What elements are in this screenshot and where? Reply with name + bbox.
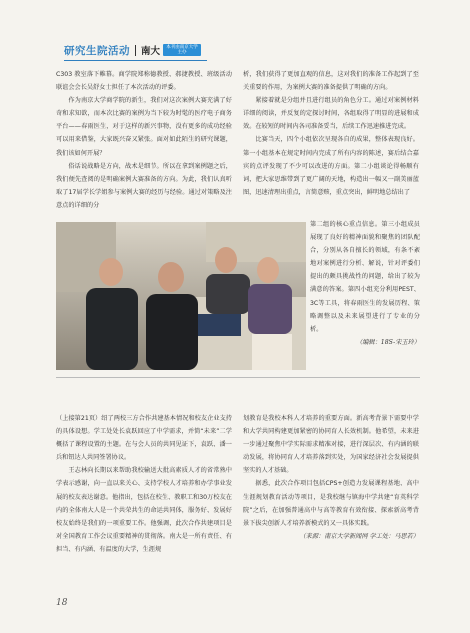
column-3 (56, 412, 232, 556)
paragraph: 俗话说战略是方向，战术是细节。所以在拿到案例题之后，我们便先查阅的是明确案例大赛准备的方向。为此，我们认真听取了17届学长学姐参与案例大赛的经历与经验。通过对策略及注意点的详细的分 (56, 162, 232, 209)
column-2 (243, 68, 419, 199)
header-separator (135, 45, 136, 56)
paragraph: 第二组的核心重点信息。第三小组成员展现了良好的精神面貌和聚焦的团队配合，分别从各自擅长的领域，有条不紊地对案例进行分析、解说，针对评委们提出的颇具挑战性的问题，给出了较为满意的答案。第四小组充分利用PEST、3C等工具，将春雨医生的发展历程、策略调整以及未来展望进行了专业的分析。 (310, 221, 420, 333)
event-photo-illustration (56, 222, 306, 370)
paragraph: （上接第21页）绍了两校三方合作共建基本情况和校友企业支持的具体设想。学工处处长袁跃回应了中学需求，并简“未来”二学概括了课程设置的主题。在与会人员的共同见证下，袁跃、潘一兵和钮达人共同签署协议。 (56, 415, 232, 462)
section-divider (56, 377, 420, 378)
section-title: 研究生院活动 (64, 44, 130, 57)
page-header (64, 42, 201, 58)
paragraph: 王志林向长期以来帮助我校输送大批高素质人才的省常熟中学表示感谢，向一直以来关心、支持学校人才培养和办学事业发展的校友表达谢意。他指出，包括在校生、教职工和30万校友在内的全体南大人是一个共荣共生的命运共同体，服务好、发展好校友始终是我们的一项重要工作。他强调，此次合作共建项目是对全国教育工作会议重要精神的贯彻落。南大是一所有责任、有担当、有内涵、有温度的大学，生涯规 (56, 467, 232, 553)
editor-credit: （编辑：18S-宋玉玲） (356, 338, 420, 346)
column-1 (56, 68, 232, 212)
header-rule (64, 60, 207, 61)
paragraph: 据悉，此次合作项目包括CPS+创造力发展课程基地、高中生涯规划教育活动等项目，是我校继与镇海中学共建“育英科学院”之后，在加强普通高中与高等教育有效衔接、探索新高考背景下拔尖创新人才培养新模式的又一具体实践。 (243, 480, 419, 527)
column-2-continued (310, 218, 420, 349)
page-number: 18 (56, 598, 68, 608)
university-logo: 南大 (141, 46, 161, 57)
paragraph: 紧接着就是分组并且进行组员的角色分工。通过对案例材料详细的阅读，并反复的定探讨时间，各组取得了明显的进展和成效。在较短的时间内各司准备妥当，后续工作迅速推进完成。 (243, 97, 419, 131)
header-badge: 本刊由南京大学主办 (163, 44, 201, 56)
paragraph: C303 教室落下帷幕。商学院郑称德教授、郝捷教授、班级活动联谊会会长吴舒女士担任了本次活动的评委。 (56, 71, 232, 92)
paragraph: 比赛当天，四个小组依次呈现各自的成果，整体表现良好。第一小组基本在规定时间内完成了所有内容的陈述，赛后结合嘉宾的点评发现了不少可以改进的方面。第二小组谈论得畅顺有词，把大家思维带到了更广阔的天地，构造出一幅又一副美丽蓝图，迅速清理出重点，言简意赅，重点突出，鲜明地总结出了 (243, 136, 419, 196)
paragraph: 作为南京大学商学院的新生，我们对这次案例大赛充满了好奇和求知欲，而本次比赛的案例为当下较为时髦的医疗电子商务平台——春雨医生，对于这样的新兴事物，没有更多的成功经验可以用来借鉴，大家既兴奋又紧张。面对如此陌生的研究课题，我们该如何开展？ (56, 97, 232, 157)
event-photo (56, 222, 306, 370)
column-4 (243, 412, 419, 543)
source-credit: （来源：南京大学新闻网 学工处：马思若） (299, 532, 419, 540)
paragraph: 划教育是我校本科人才培养的重要方面。新高考背景下需要中学和大学共同构建更加紧密的协同育人长效机制。他希望，未来进一步通过聚焦中学实际需求精准对接，进行深层次、有内涵的联动发展，将协同育人才培养落到实处，为国家经济社会发展提供坚实的人才基础。 (243, 415, 419, 475)
paragraph: 析，我们获得了更加直观的信息，这对我们的准备工作起到了至关重要的作用，为案例大赛的准备提供了明确的方向。 (243, 71, 419, 92)
